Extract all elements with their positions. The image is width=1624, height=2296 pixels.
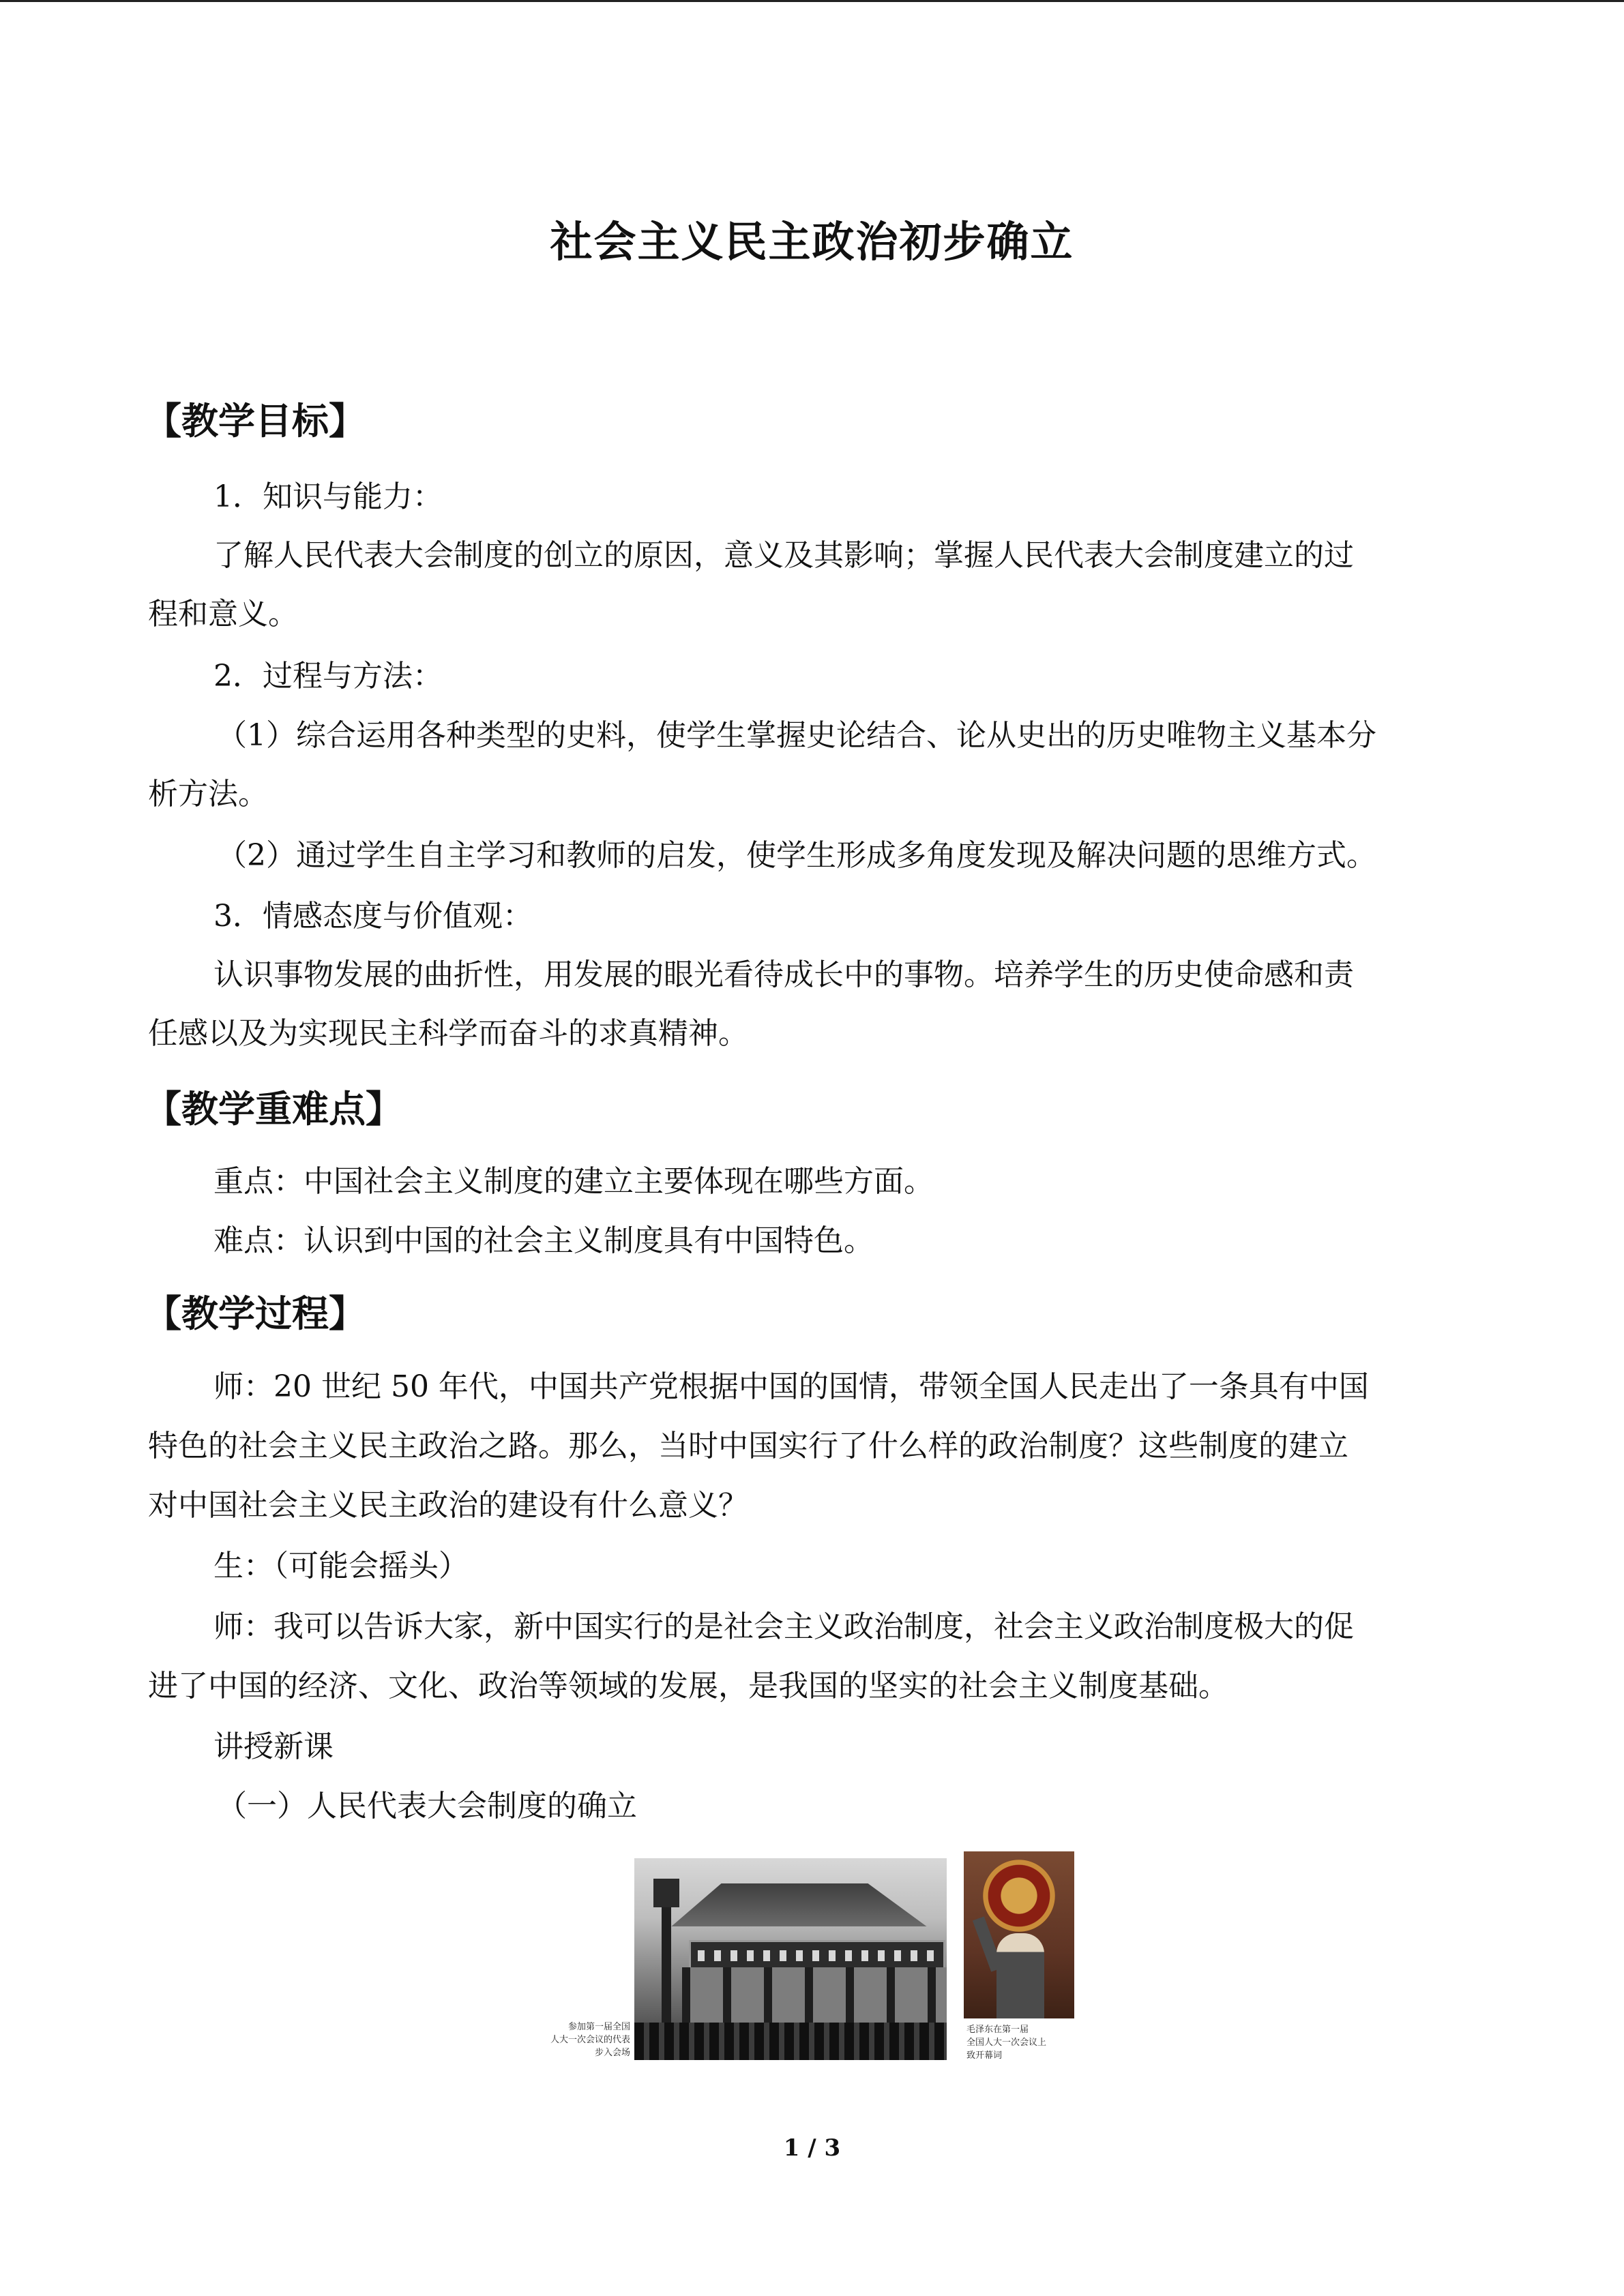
photo-crowd-shape xyxy=(634,2023,947,2060)
figure-npc-photos xyxy=(532,1851,1078,2073)
photo-delegates-entering-hall xyxy=(634,1858,947,2060)
figure-caption-right xyxy=(966,2023,1077,2062)
process-para4: 讲授新课 xyxy=(213,1729,334,1764)
objective-3-text-line1: 认识事物发展的曲折性，用发展的眼光看待成长中的事物。培养学生的历史使命感和责 xyxy=(213,957,1354,992)
process-para1-line1: 师：20 世纪 50 年代，中国共产党根据中国的国情，带领全国人民走出了一条具有中国 xyxy=(213,1369,1369,1404)
section-heading-process: 【教学过程】 xyxy=(145,1292,366,1335)
process-para3-line1: 师：我可以告诉大家，新中国实行的是社会主义政治制度，社会主义政治制度极大的促 xyxy=(213,1609,1354,1644)
speaker-figure-shape xyxy=(996,1933,1044,2018)
process-para5: （一）人民代表大会制度的确立 xyxy=(217,1789,637,1823)
objective-3-text-line2: 任感以及为实现民主科学而奋斗的求真精神。 xyxy=(148,1016,748,1051)
objective-2-sub1-line2: 析方法。 xyxy=(148,777,268,811)
photo-roof-shape xyxy=(648,1879,941,1926)
caption-left-line2: 人大一次会议的代表 xyxy=(550,2035,630,2045)
objective-2-sub1-line1: （1）综合运用各种类型的史料，使学生掌握史论结合、论从史出的历史唯物主义基本分 xyxy=(217,718,1376,753)
figure-caption-left xyxy=(540,2021,630,2059)
page-number: 1 / 3 xyxy=(783,2134,841,2162)
caption-right-line3: 致开幕词 xyxy=(966,2051,1003,2061)
caption-left-line3: 步入会场 xyxy=(594,2048,630,2058)
objective-1-label: 1．知识与能力： xyxy=(213,479,443,514)
caption-left-line1: 参加第一届全国 xyxy=(567,2022,630,2032)
section-heading-difficulty: 【教学重难点】 xyxy=(145,1087,402,1131)
objective-2-label: 2．过程与方法： xyxy=(213,659,443,694)
objective-1-text-line2: 程和意义。 xyxy=(148,597,298,631)
process-para2: 生：（可能会摇头） xyxy=(213,1549,469,1583)
process-para3-line2: 进了中国的经济、文化、政治等领域的发展，是我国的坚实的社会主义制度基础。 xyxy=(148,1669,1228,1703)
key-point: 重点：中国社会主义制度的建立主要体现在哪些方面。 xyxy=(213,1164,934,1199)
hard-point: 难点：认识到中国的社会主义制度具有中国特色。 xyxy=(213,1223,874,1258)
photo-lamp-head xyxy=(653,1879,679,1907)
process-para1-line3: 对中国社会主义民主政治的建设有什么意义？ xyxy=(148,1488,748,1523)
caption-right-line1: 毛泽东在第一届 xyxy=(966,2025,1029,2035)
photo-opening-speech xyxy=(964,1851,1074,2018)
caption-right-line2: 全国人大一次会议上 xyxy=(966,2038,1047,2048)
objective-2-sub2: （2）通过学生自主学习和教师的启发，使学生形成多角度发现及解决问题的思维方式。 xyxy=(217,838,1376,873)
document-title: 社会主义民主政治初步确立 xyxy=(550,217,1074,267)
section-heading-objectives: 【教学目标】 xyxy=(145,399,366,443)
national-emblem-icon xyxy=(983,1860,1055,1932)
objective-1-text-line1: 了解人民代表大会制度的创立的原因，意义及其影响；掌握人民代表大会制度建立的过 xyxy=(213,538,1354,573)
objective-3-label: 3．情感态度与价值观： xyxy=(213,899,533,934)
process-para1-line2: 特色的社会主义民主政治之路。那么，当时中国实行了什么样的政治制度？这些制度的建立 xyxy=(148,1429,1348,1463)
